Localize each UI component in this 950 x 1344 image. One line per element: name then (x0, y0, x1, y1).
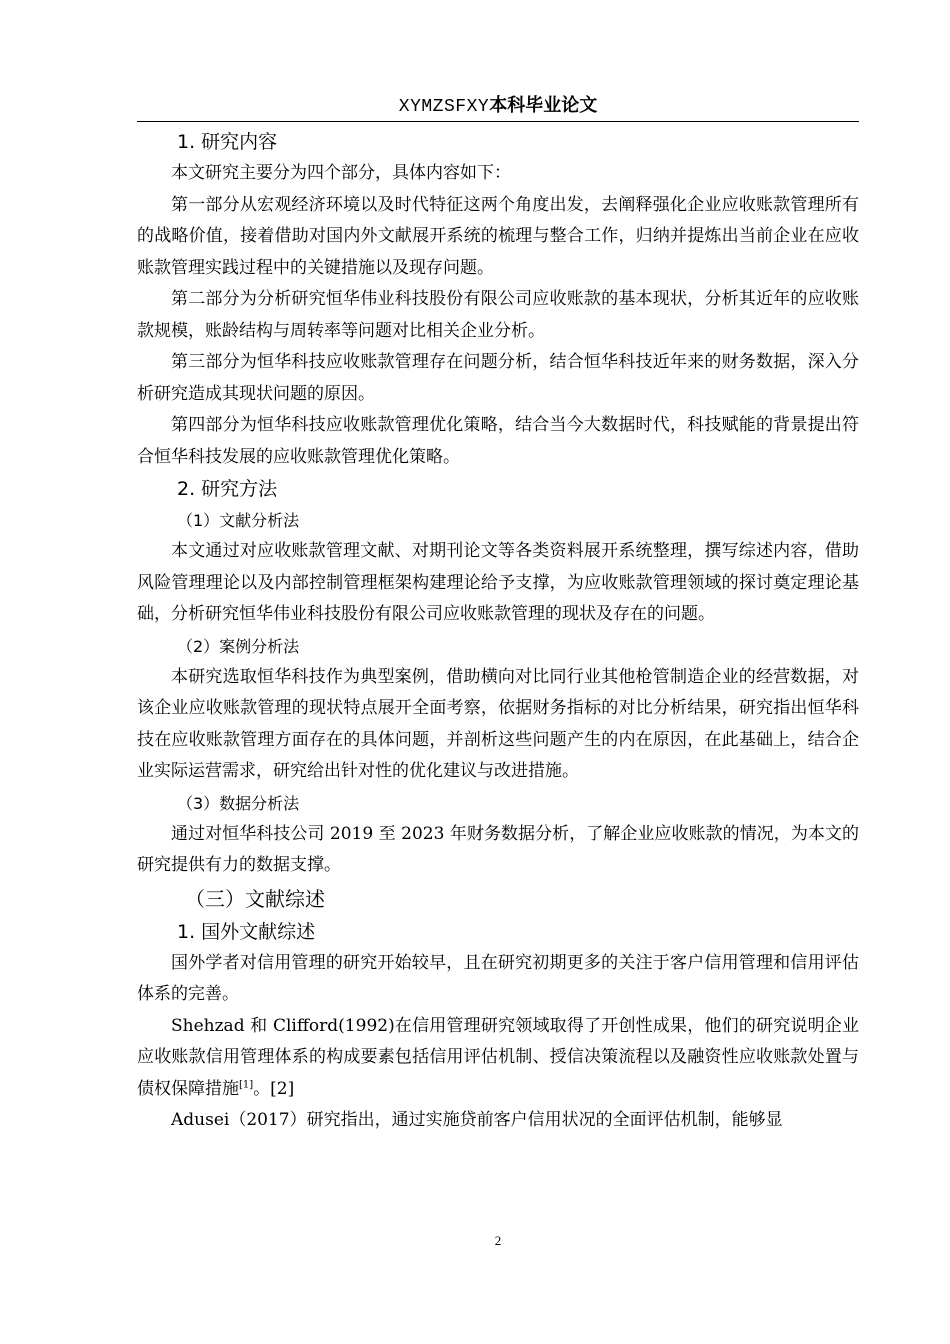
citation-ref-1: [1] (239, 1078, 254, 1090)
paragraph-literature-method: 本文通过对应收账款管理文献、对期刊论文等各类资料展开系统整理，撰写综述内容，借助风险管理理论以及内部控制管理框架构建理论给予支撑，为应收账款管理领域的探讨奠定理论基础，分析研究恒华伟业科技股份有限公司应收账款管理的现状及存在的问题。 (137, 541, 859, 624)
header-code: XYMZSFXY (398, 97, 490, 117)
chapter-heading-literature-review: （三）文献综述 (185, 886, 325, 911)
method-heading-literature: （1）文献分析法 (177, 511, 300, 530)
paragraph-part-four: 第四部分为恒华科技应收账款管理优化策略，结合当今大数据时代，科技赋能的背景提出符合恒华科技发展的应收账款管理优化策略。 (137, 415, 859, 467)
paragraph-shehzad-clifford (137, 1011, 859, 1106)
paragraph-part-three: 第三部分为恒华科技应收账款管理存在问题分析，结合恒华科技近年来的财务数据，深入分析研究造成其现状问题的原因。 (137, 352, 859, 404)
paragraph-data-method: 通过对恒华科技公司 2019 至 2023 年财务数据分析，了解企业应收账款的情况，为本文的研究提供有力的数据支撑。 (137, 823, 859, 875)
section-heading-foreign-literature: 1. 国外文献综述 (177, 920, 316, 943)
header-divider (137, 121, 859, 122)
citation-tail: 。[2] (253, 1078, 295, 1099)
header-title: 本科毕业论文 (489, 95, 598, 116)
method-heading-case: （2）案例分析法 (177, 636, 300, 656)
section-heading-research-content: 1. 研究内容 (177, 131, 278, 153)
paragraph-part-one: 第一部分从宏观经济环境以及时代特征这两个角度出发，去阐释强化企业应收账款管理所有的战略价值，接着借助对国内外文献展开系统的梳理与整合工作，归纳并提炼出当前企业在应收账款管理实践过程中的关键措施以及现存问题。 (137, 194, 859, 278)
method-heading-data: （3）数据分析法 (177, 793, 300, 813)
paragraph-foreign-intro: 国外学者对信用管理的研究开始较早，且在研究初期更多的关注于客户信用管理和信用评估体系的完善。 (137, 952, 859, 1004)
paragraph-shehzad-text: Shehzad 和 Clifford(1992)在信用管理研究领域取得了开创性成果，他们的研究说明企业应收账款信用管理体系的构成要素包括信用评估机制、授信决策流程以及融资性应收账款处置与债权保障措施 (137, 1015, 859, 1099)
page-number: 2 (494, 1233, 502, 1248)
paragraph-adusei: Adusei（2017）研究指出，通过实施贷前客户信用状况的全面评估机制，能够显 (171, 1110, 783, 1130)
section-heading-research-methods: 2. 研究方法 (177, 478, 278, 500)
paragraph-case-method: 本研究选取恒华科技作为典型案例，借助横向对比同行业其他枪管制造企业的经营数据，对该企业应收账款管理的现状特点展开全面考察，依据财务指标的对比分析结果，研究指出恒华科技在应收账款管理方面存在的具体问题，并剖析这些问题产生的内在原因，在此基础上，结合企业实际运营需求，研究给出针对性的优化建议与改进措施。 (137, 666, 859, 781)
page-header (137, 92, 859, 121)
paragraph-intro: 本文研究主要分为四个部分，具体内容如下： (171, 163, 511, 183)
paragraph-part-two: 第二部分为分析研究恒华伟业科技股份有限公司应收账款的基本现状，分析其近年的应收账款规模，账龄结构与周转率等问题对比相关企业分析。 (137, 289, 859, 341)
page-body (137, 126, 859, 1137)
